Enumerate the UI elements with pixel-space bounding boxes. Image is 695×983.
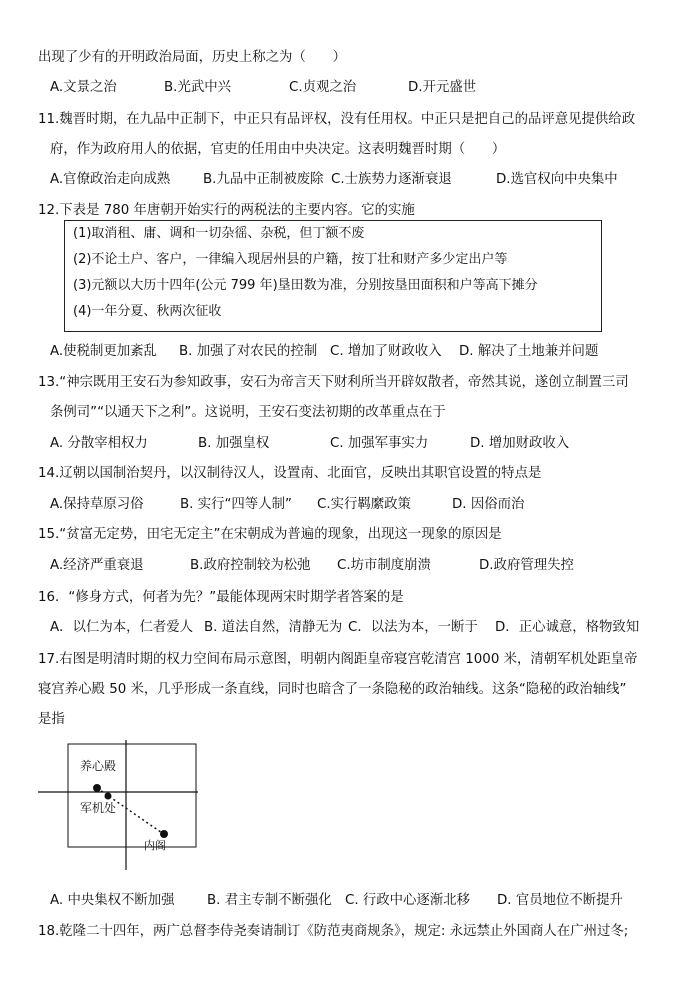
option-a: A. 分散宰相权力 <box>50 436 148 451</box>
label-grand-council: 军机处 <box>80 801 117 815</box>
two-tax-table <box>64 220 602 332</box>
label-yangxin-hall: 养心殿 <box>80 759 117 773</box>
label-grand-secretariat: 内阁 <box>144 839 166 852</box>
table-row: (1)取消租、庸、调和一切杂徭、杂税，但丁额不废 <box>73 226 365 241</box>
question-17-line1: 17.右图是明清时期的权力空间布局示意图，明朝内阁距皇帝寝宫乾清宫 1000 米，清朝军机处距皇帝 <box>38 652 638 667</box>
grand-secretariat-marker <box>160 830 168 838</box>
option-c: C．以法为本，一断于 <box>348 620 478 635</box>
option-d: D. 增加财政收入 <box>470 436 570 451</box>
option-c: C.实行羁縻政策 <box>317 497 411 512</box>
option-a: A．以仁为本，仁者爱人 <box>50 620 194 635</box>
option-b: B. 实行“四等人制” <box>180 497 292 512</box>
option-d: D. 官员地位不断提升 <box>497 893 623 908</box>
option-a: A.经济严重衰退 <box>50 558 144 573</box>
option-c: C. 加强军事实力 <box>330 436 429 451</box>
question-13-line2: 条例司”“以通天下之利”。这说明，王安石变法初期的改革重点在于 <box>50 405 446 420</box>
table-row: (3)元额以大历十四年(公元 799 年)垦田数为准，分别按垦田面积和户等高下摊分 <box>73 278 538 293</box>
option-b: B. 君主专制不断强化 <box>207 893 332 908</box>
option-c: C. 行政中心逐渐北移 <box>345 893 470 908</box>
option-c: C. 增加了财政收入 <box>330 344 442 359</box>
table-row: (2)不论土户、客户，一律编入现居州县的户籍，按丁壮和财产多少定出户等 <box>73 252 508 267</box>
option-c: C.贞观之治 <box>289 80 357 95</box>
question-15-line: 15.“贫富无定势，田宅无定主”在宋朝成为普遍的现象，出现这一现象的原因是 <box>38 527 502 542</box>
power-layout-diagram <box>38 740 198 870</box>
question-14-line: 14.辽朝以国制治契丹，以汉制待汉人，设置南、北面官，反映出其职官设置的特点是 <box>38 466 542 481</box>
option-d: D.选官权向中央集中 <box>496 172 618 187</box>
question-11-line1: 11.魏晋时期，在九品中正制下，中正只有品评权，没有任用权。中正只是把自己的品评意见提供给政 <box>38 112 636 127</box>
option-d: D.开元盛世 <box>408 80 477 95</box>
option-b: B. 加强皇权 <box>198 436 270 451</box>
option-d: D.政府管理失控 <box>479 558 574 573</box>
option-b: B.九品中正制被废除 <box>203 172 324 187</box>
question-17-line2: 寝宫养心殿 50 米，几乎形成一条直线，同时也暗含了一条隐秘的政治轴线。这条“隐秘的政治轴线” <box>38 682 627 697</box>
option-c: C.坊市制度崩溃 <box>337 558 431 573</box>
question-11-line2: 府，作为政府用人的依据，官吏的任用由中央决定。这表明魏晋时期（ ） <box>50 142 506 157</box>
option-b: B.光武中兴 <box>164 80 232 95</box>
option-a: A. 中央集权不断加强 <box>50 893 175 908</box>
option-a: A.文景之治 <box>50 80 117 95</box>
option-a: A.官僚政治走向成熟 <box>50 172 171 187</box>
question-16-line: 16．“修身方式，何者为先？”最能体现两宋时期学者答案的是 <box>38 590 404 605</box>
option-b: B.政府控制较为松弛 <box>190 558 311 573</box>
question-18-line: 18.乾隆二十四年，两广总督李侍尧奏请制订《防范夷商规条》，规定: 永远禁止外国商人在广州过冬; <box>38 924 629 939</box>
option-b: B. 加强了对农民的控制 <box>179 344 318 359</box>
option-d: D. 解决了土地兼并问题 <box>459 344 599 359</box>
option-d: D. 因俗而治 <box>452 497 525 512</box>
option-a: A.使税制更加紊乱 <box>50 344 157 359</box>
option-a: A.保持草原习俗 <box>50 497 144 512</box>
question-17-line3: 是指 <box>38 712 65 727</box>
grand-council-marker <box>105 793 112 800</box>
yangxin-hall-marker <box>93 784 101 792</box>
question-line: 出现了少有的开明政治局面，历史上称之为（ ） <box>38 50 346 65</box>
option-b: B. 道法自然，清静无为 <box>204 620 343 635</box>
table-row: (4)一年分夏、秋两次征收 <box>73 304 222 319</box>
option-c: C.士族势力逐渐衰退 <box>331 172 452 187</box>
question-12-line: 12.下表是 780 年唐朝开始实行的两税法的主要内容。它的实施 <box>38 203 415 218</box>
option-d: D．正心诚意，格物致知 <box>495 620 640 635</box>
question-13-line1: 13.“神宗既用王安石为参知政事，安石为帝言天下财利所当开辟奴散者，帝然其说，遂创立制置三司 <box>38 375 629 390</box>
